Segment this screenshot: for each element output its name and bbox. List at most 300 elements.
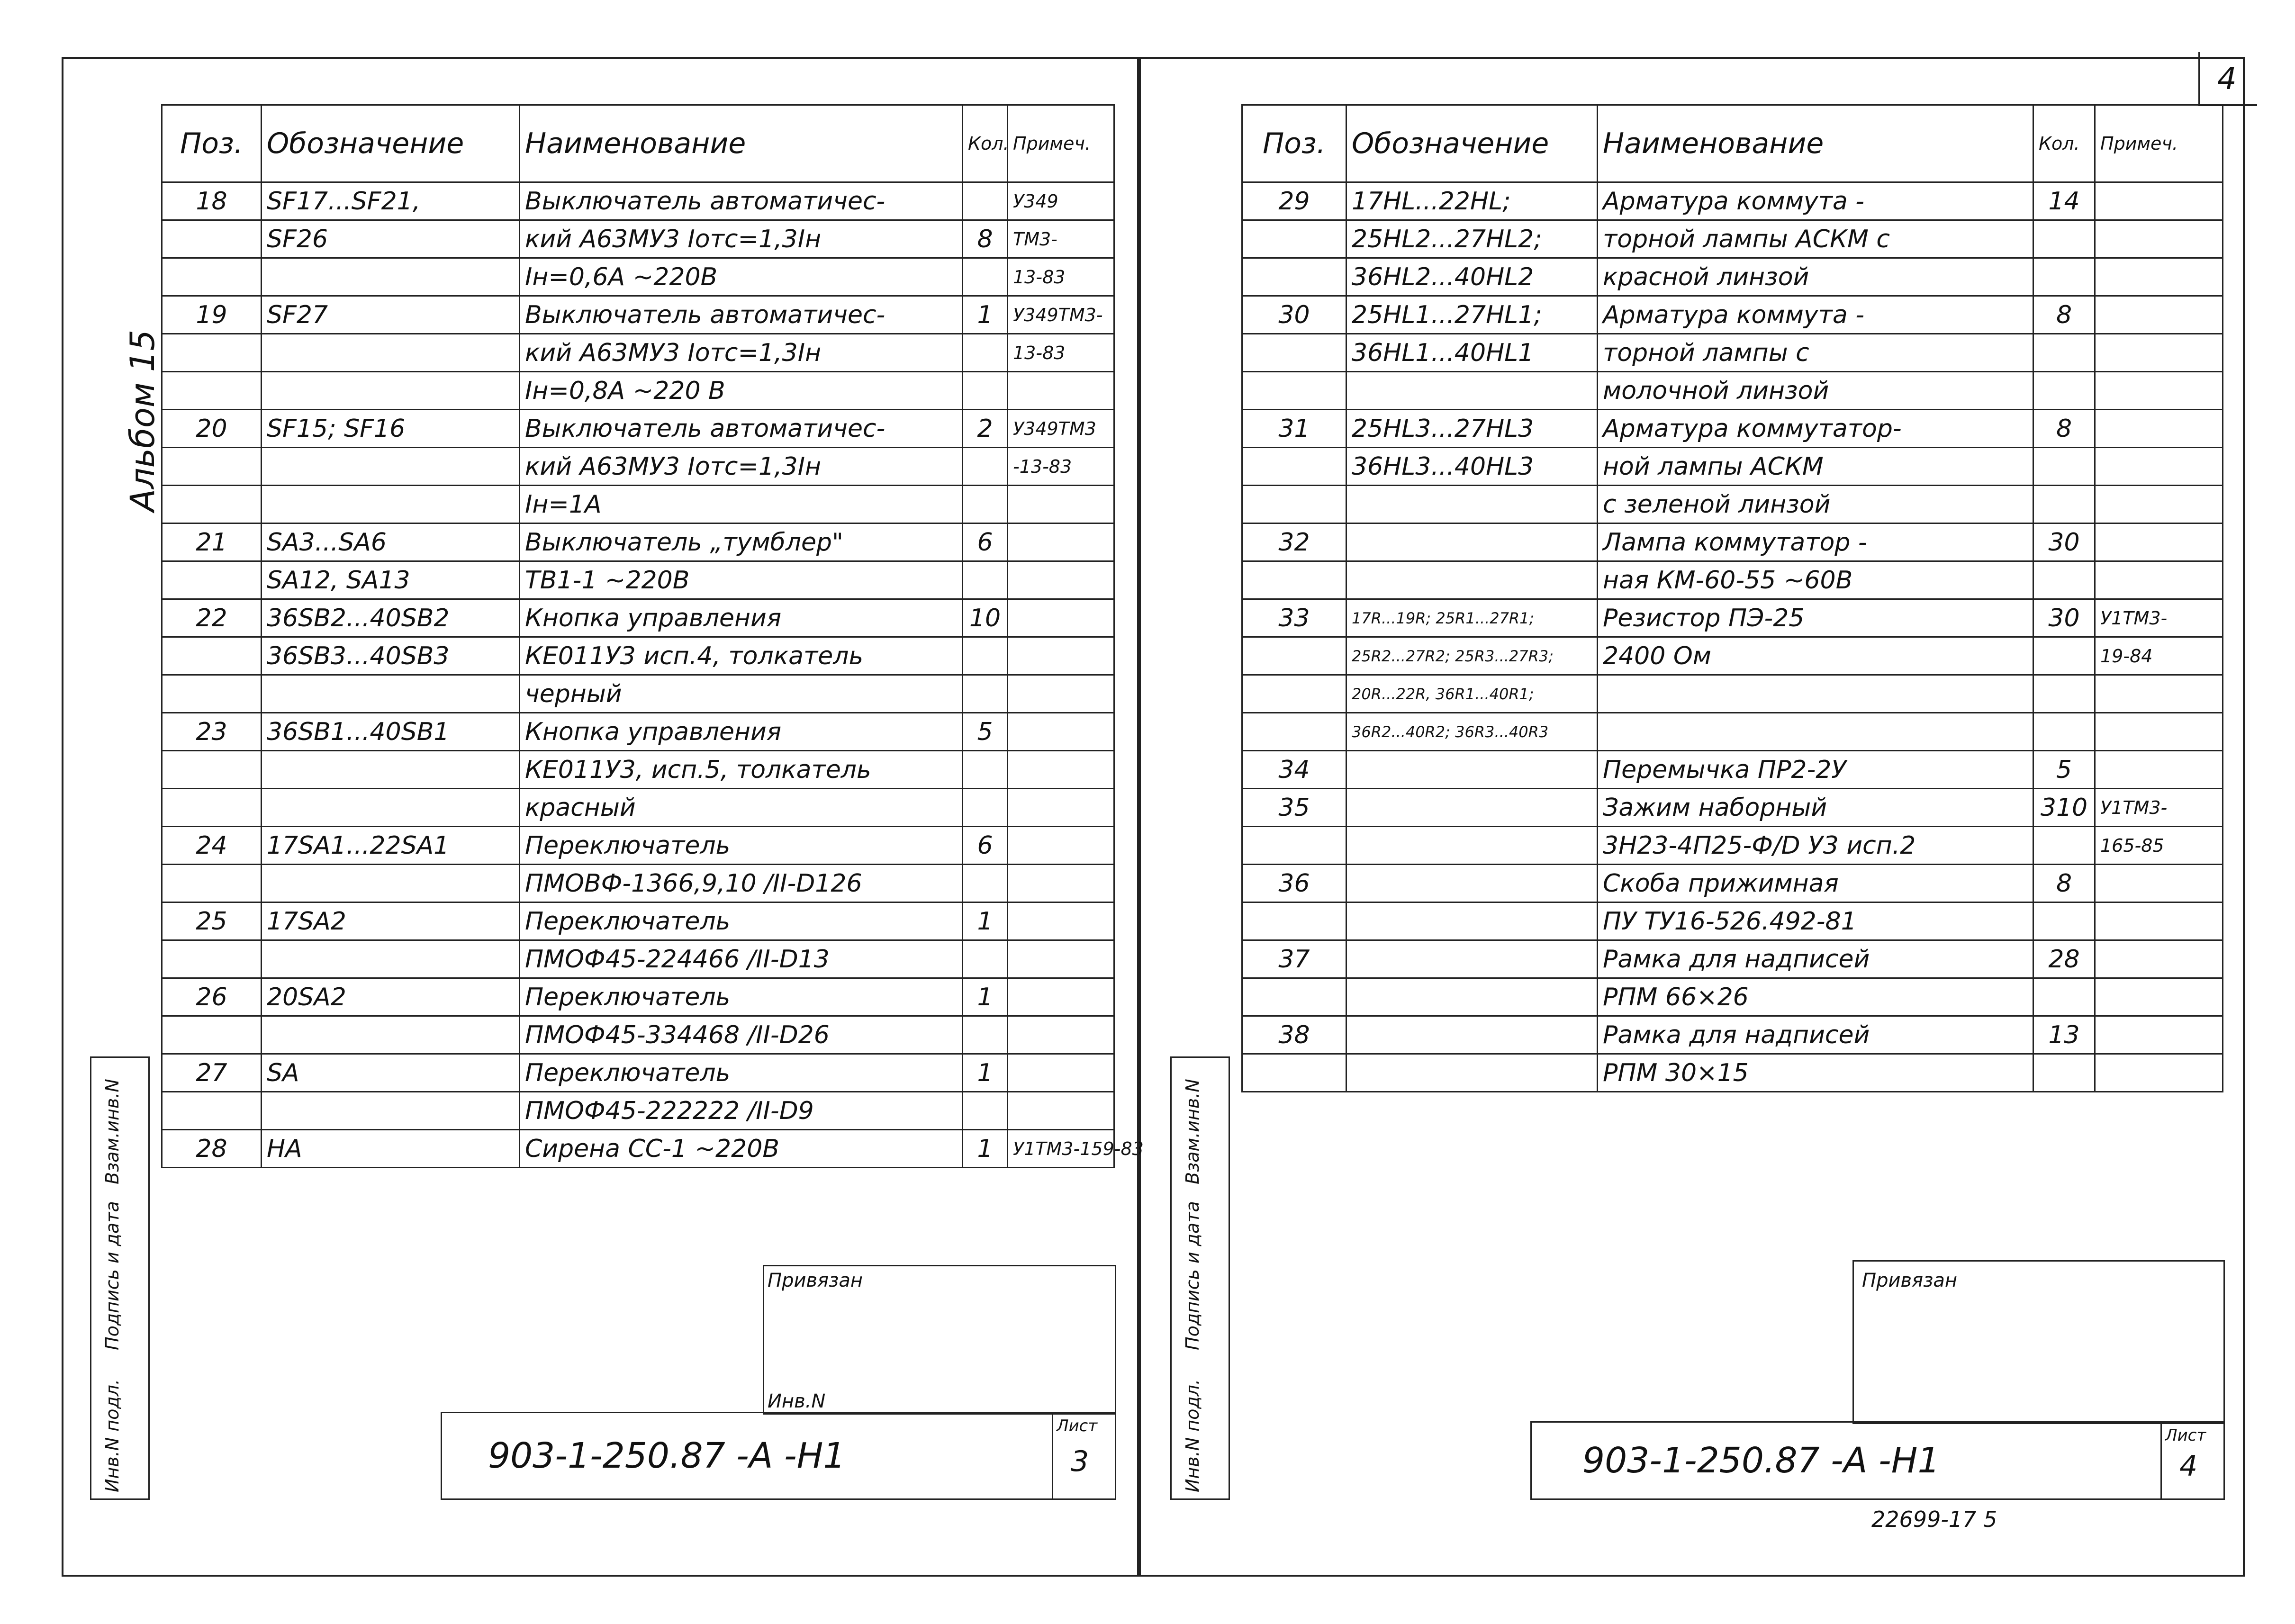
cell-designation: 20SA2 [262,978,520,1016]
table-row [162,296,1114,334]
cell-designation: 17HL...22HL; [1346,182,1598,220]
cell-pos [162,789,262,827]
cell-name [1598,713,2033,751]
table-row [162,1130,1114,1168]
cell-name: ПУ ТУ16-526.492-81 [1598,902,2033,940]
cell-designation [1346,902,1598,940]
cell-pos: 32 [1242,523,1346,561]
cell-name: Сирена СС-1 ~220В [520,1130,963,1168]
cell-name: ПМОФ45-222222 /II-D9 [520,1092,963,1130]
left-sheet-number: 3 [1071,1445,1089,1478]
cell-note [2095,1054,2223,1092]
table-row [1242,561,2223,599]
cell-name: с зеленой линзой [1598,486,2033,523]
cell-pos: 30 [1242,296,1346,334]
cell-note [2095,713,2223,751]
cell-designation: 36HL2...40HL2 [1346,258,1598,296]
cell-qty [963,675,1008,713]
cell-designation: 17SA2 [262,902,520,940]
cell-pos: 22 [162,599,262,637]
cell-qty [963,637,1008,675]
cell-pos: 25 [162,902,262,940]
cell-name: ПМОФ45-224466 /II-D13 [520,940,963,978]
table-row [1242,334,2223,372]
cell-qty [2033,827,2095,865]
cell-name: РПМ 66×26 [1598,978,2033,1016]
cell-note [1008,523,1114,561]
cell-name: Зажим наборный [1598,789,2033,827]
cell-designation: 25HL3...27HL3 [1346,410,1598,448]
cell-note: 13-83 [1008,258,1114,296]
table-row [162,713,1114,751]
cell-designation: 17R...19R; 25R1...27R1; [1346,599,1598,637]
cell-designation: 36SB2...40SB2 [262,599,520,637]
left-side-label-2: Подпись и дата [102,1201,123,1350]
cell-note [1008,751,1114,789]
table-row [1242,410,2223,448]
right-side-label-1: Инв.N подл. [1182,1379,1203,1492]
cell-qty: 10 [963,599,1008,637]
cell-note [1008,1092,1114,1130]
cell-qty: 5 [963,713,1008,751]
cell-name: ТВ1-1 ~220В [520,561,963,599]
cell-name: торной лампы АСКМ с [1598,220,2033,258]
cell-name [1598,675,2033,713]
table-row [1242,902,2223,940]
right-doc-number: 903-1-250.87 -А -Н1 [1582,1440,1940,1481]
left-side-label-3: Взам.инв.N [102,1079,123,1184]
cell-note [1008,372,1114,410]
cell-qty [963,258,1008,296]
cell-note [2095,978,2223,1016]
cell-pos: 36 [1242,865,1346,902]
cell-designation [262,789,520,827]
cell-pos [162,865,262,902]
table-row [1242,296,2223,334]
header-note: Примеч. [1008,105,1114,182]
cell-name: Рамка для надписей [1598,1016,2033,1054]
cell-pos [162,561,262,599]
cell-designation [262,675,520,713]
cell-qty: 30 [2033,599,2095,637]
cell-pos [1242,637,1346,675]
cell-qty: 13 [2033,1016,2095,1054]
right-side-label-3: Взам.инв.N [1182,1079,1203,1184]
cell-note [2095,182,2223,220]
cell-note [1008,940,1114,978]
cell-name: РПМ 30×15 [1598,1054,2033,1092]
cell-pos: 35 [1242,789,1346,827]
cell-name: Резистор ПЭ-25 [1598,599,2033,637]
cell-note: У349 [1008,182,1114,220]
cell-pos [162,372,262,410]
cell-designation [262,1092,520,1130]
cell-designation: 36SB1...40SB1 [262,713,520,751]
header-name: Наименование [520,105,963,182]
header-designation: Обозначение [1346,105,1598,182]
cell-designation: SF17...SF21, [262,182,520,220]
cell-designation: HA [262,1130,520,1168]
table-row [1242,372,2223,410]
cell-name: ПМОФ45-334468 /II-D26 [520,1016,963,1054]
right-spec-table [1241,104,2223,1092]
cell-name: Переключатель [520,827,963,865]
cell-qty: 6 [963,827,1008,865]
table-row [162,599,1114,637]
cell-designation: SF26 [262,220,520,258]
cell-qty: 1 [963,978,1008,1016]
cell-designation: 36R2...40R2; 36R3...40R3 [1346,713,1598,751]
cell-name: красный [520,789,963,827]
cell-pos [1242,258,1346,296]
cell-designation [1346,789,1598,827]
table-row [162,827,1114,865]
cell-pos [1242,220,1346,258]
cell-pos [1242,561,1346,599]
cell-name: красной линзой [1598,258,2033,296]
cell-name: кий А63МУ3 Iотс=1,3Iн [520,220,963,258]
header-pos: Поз. [1242,105,1346,182]
cell-qty [2033,258,2095,296]
cell-pos: 33 [1242,599,1346,637]
cell-designation [1346,523,1598,561]
cell-pos [1242,372,1346,410]
cell-qty [2033,448,2095,486]
cell-qty [2033,486,2095,523]
table-row [162,523,1114,561]
cell-note: У1ТМ3-159-83 [1008,1130,1114,1168]
table-row [1242,182,2223,220]
cell-qty [2033,713,2095,751]
table-row [1242,637,2223,675]
left-side-label-1: Инв.N подл. [102,1379,123,1492]
cell-pos: 29 [1242,182,1346,220]
table-row [162,486,1114,523]
cell-name: Iн=0,8А ~220 В [520,372,963,410]
cell-pos: 34 [1242,751,1346,789]
cell-pos [1242,486,1346,523]
cell-designation: 20R...22R, 36R1...40R1; [1346,675,1598,713]
cell-qty [2033,902,2095,940]
cell-name: 3Н23-4П25-Ф/D У3 исп.2 [1598,827,2033,865]
table-row [1242,789,2223,827]
cell-qty [963,751,1008,789]
cell-name: Iн=1А [520,486,963,523]
cell-designation [1346,486,1598,523]
cell-qty [963,1092,1008,1130]
cell-name: Выключатель „тумблер" [520,523,963,561]
cell-designation: 25R2...27R2; 25R3...27R3; [1346,637,1598,675]
table-row [1242,865,2223,902]
cell-note: 19-84 [2095,637,2223,675]
cell-pos: 24 [162,827,262,865]
cell-qty: 28 [2033,940,2095,978]
cell-note [2095,1016,2223,1054]
cell-pos [1242,902,1346,940]
cell-name: Перемычка ПР2-2У [1598,751,2033,789]
cell-note [1008,1054,1114,1092]
cell-designation: SA12, SA13 [262,561,520,599]
cell-note [1008,865,1114,902]
cell-pos [162,940,262,978]
cell-designation: SA [262,1054,520,1092]
table-row [162,334,1114,372]
cell-pos [162,637,262,675]
album-label: Альбом 15 [123,329,162,512]
header-qty: Кол. [963,105,1008,182]
cell-designation: 36HL1...40HL1 [1346,334,1598,372]
cell-name: Арматура коммутатор- [1598,410,2033,448]
cell-qty [963,940,1008,978]
cell-pos [1242,978,1346,1016]
cell-name: Переключатель [520,1054,963,1092]
cell-pos: 18 [162,182,262,220]
table-row [1242,258,2223,296]
cell-pos: 21 [162,523,262,561]
cell-qty [2033,334,2095,372]
cell-note [2095,675,2223,713]
cell-note: 13-83 [1008,334,1114,372]
table-row [162,448,1114,486]
cell-qty [963,448,1008,486]
table-row [1242,978,2223,1016]
cell-designation [262,486,520,523]
cell-qty [963,372,1008,410]
cell-designation: 25HL1...27HL1; [1346,296,1598,334]
cell-designation [1346,1016,1598,1054]
cell-note: 165-85 [2095,827,2223,865]
cell-name: торной лампы с [1598,334,2033,372]
cell-name: Выключатель автоматичес- [520,182,963,220]
cell-pos: 19 [162,296,262,334]
table-row [162,182,1114,220]
cell-name: КЕ011У3 исп.4, толкатель [520,637,963,675]
cell-note [2095,258,2223,296]
cell-note [2095,561,2223,599]
cell-pos [1242,713,1346,751]
cell-name: кий А63МУ3 Iотс=1,3Iн [520,334,963,372]
cell-note [1008,827,1114,865]
cell-qty [963,486,1008,523]
cell-name: ной лампы АСКМ [1598,448,2033,486]
cell-designation: 25HL2...27HL2; [1346,220,1598,258]
cell-pos [162,486,262,523]
cell-qty: 6 [963,523,1008,561]
cell-note [2095,410,2223,448]
table-row [1242,675,2223,713]
cell-designation [1346,978,1598,1016]
cell-note [1008,1016,1114,1054]
cell-note [1008,561,1114,599]
cell-note [1008,675,1114,713]
cell-qty [2033,675,2095,713]
cell-qty [2033,978,2095,1016]
cell-note [2095,296,2223,334]
cell-name: 2400 Ом [1598,637,2033,675]
cell-qty: 1 [963,296,1008,334]
cell-note [2095,523,2223,561]
cell-name: Выключатель автоматичес- [520,296,963,334]
cell-pos: 27 [162,1054,262,1092]
table-row [162,372,1114,410]
table-row [162,751,1114,789]
cell-designation [262,865,520,902]
table-row [162,789,1114,827]
header-pos: Поз. [162,105,262,182]
cell-pos [162,220,262,258]
cell-qty: 8 [963,220,1008,258]
cell-pos [162,751,262,789]
cell-qty: 5 [2033,751,2095,789]
cell-qty: 8 [2033,410,2095,448]
cell-note [2095,865,2223,902]
cell-pos [162,258,262,296]
cell-name: Скоба прижимная [1598,865,2033,902]
table-row [1242,448,2223,486]
right-sheet-number: 4 [2179,1450,2198,1483]
cell-qty [2033,561,2095,599]
cell-designation: 36HL3...40HL3 [1346,448,1598,486]
cell-name: кий А63МУ3 Iотс=1,3Iн [520,448,963,486]
cell-pos: 38 [1242,1016,1346,1054]
table-row [162,258,1114,296]
cell-designation [1346,372,1598,410]
cell-pos [1242,827,1346,865]
cell-note [1008,713,1114,751]
cell-qty: 1 [963,1054,1008,1092]
cell-qty: 2 [963,410,1008,448]
cell-note: У1ТМ3- [2095,599,2223,637]
cell-designation: SA3...SA6 [262,523,520,561]
cell-designation: SF15; SF16 [262,410,520,448]
cell-pos: 31 [1242,410,1346,448]
cell-note [2095,902,2223,940]
table-row [162,902,1114,940]
cell-qty [963,1016,1008,1054]
cell-note [1008,599,1114,637]
cell-name: Кнопка управления [520,713,963,751]
cell-pos [1242,334,1346,372]
cell-pos: 37 [1242,940,1346,978]
cell-designation: 17SA1...22SA1 [262,827,520,865]
cell-qty [963,561,1008,599]
table-row [1242,751,2223,789]
table-row [1242,940,2223,978]
cell-note [2095,486,2223,523]
cell-name: Арматура коммута - [1598,182,2033,220]
cell-qty [2033,637,2095,675]
cell-pos [162,1016,262,1054]
table-row [162,865,1114,902]
cell-pos: 28 [162,1130,262,1168]
cell-pos: 20 [162,410,262,448]
table-row [162,637,1114,675]
table-row [1242,827,2223,865]
cell-pos [162,448,262,486]
cell-name: Арматура коммута - [1598,296,2033,334]
right-privyazan-label: Привязан [1862,1270,1958,1291]
table-row [1242,599,2223,637]
cell-name: Переключатель [520,978,963,1016]
right-sheet-label: Лист [2165,1426,2206,1445]
table-row [1242,486,2223,523]
cell-designation [1346,865,1598,902]
cell-qty [963,865,1008,902]
table-row [1242,1054,2223,1092]
cell-designation [262,372,520,410]
cell-name: Кнопка управления [520,599,963,637]
cell-pos: 26 [162,978,262,1016]
cell-pos [162,675,262,713]
cell-qty [2033,220,2095,258]
cell-name: ПМОВФ-1366,9,10 /II-D126 [520,865,963,902]
table-row [1242,713,2223,751]
cell-qty [963,334,1008,372]
table-row [1242,220,2223,258]
cell-qty: 1 [963,1130,1008,1168]
cell-qty: 14 [2033,182,2095,220]
cell-name: Iн=0,6А ~220В [520,258,963,296]
sheet-code-footer: 22699-17 5 [1871,1507,1997,1532]
cell-designation: 36SB3...40SB3 [262,637,520,675]
cell-note: У349ТМ3- [1008,296,1114,334]
cell-name: Переключатель [520,902,963,940]
cell-qty: 310 [2033,789,2095,827]
cell-note [2095,220,2223,258]
cell-designation [1346,1054,1598,1092]
cell-note: ТМ3- [1008,220,1114,258]
left-sheet-label: Лист [1057,1416,1098,1435]
table-row [162,1054,1114,1092]
table-row [162,410,1114,448]
cell-pos [162,1092,262,1130]
cell-name: Лампа коммутатор - [1598,523,2033,561]
cell-qty [963,789,1008,827]
cell-name: черный [520,675,963,713]
left-spec-table [161,104,1144,1168]
cell-designation [262,751,520,789]
cell-designation [262,258,520,296]
cell-note: У349ТМ3 [1008,410,1114,448]
cell-note: -13-83 [1008,448,1114,486]
cell-note [2095,372,2223,410]
cell-qty: 8 [2033,865,2095,902]
cell-name: ная КМ-60-55 ~60В [1598,561,2033,599]
header-designation: Обозначение [262,105,520,182]
header-row [162,105,1114,182]
table-row [162,1016,1114,1054]
cell-note: У1ТМ3- [2095,789,2223,827]
cell-qty: 30 [2033,523,2095,561]
cell-pos [1242,1054,1346,1092]
cell-note [1008,978,1114,1016]
left-privyazan-label: Привязан [768,1270,863,1291]
cell-note [1008,902,1114,940]
cell-designation [1346,561,1598,599]
cell-name: молочной линзой [1598,372,2033,410]
table-row [162,978,1114,1016]
cell-note [2095,940,2223,978]
table-row [162,220,1114,258]
cell-qty [2033,1054,2095,1092]
left-doc-number: 903-1-250.87 -А -Н1 [488,1435,846,1476]
cell-qty [2033,372,2095,410]
header-row [1242,105,2223,182]
cell-note [2095,448,2223,486]
cell-name: КЕ011У3, исп.5, толкатель [520,751,963,789]
cell-designation [1346,827,1598,865]
header-qty: Кол. [2033,105,2095,182]
